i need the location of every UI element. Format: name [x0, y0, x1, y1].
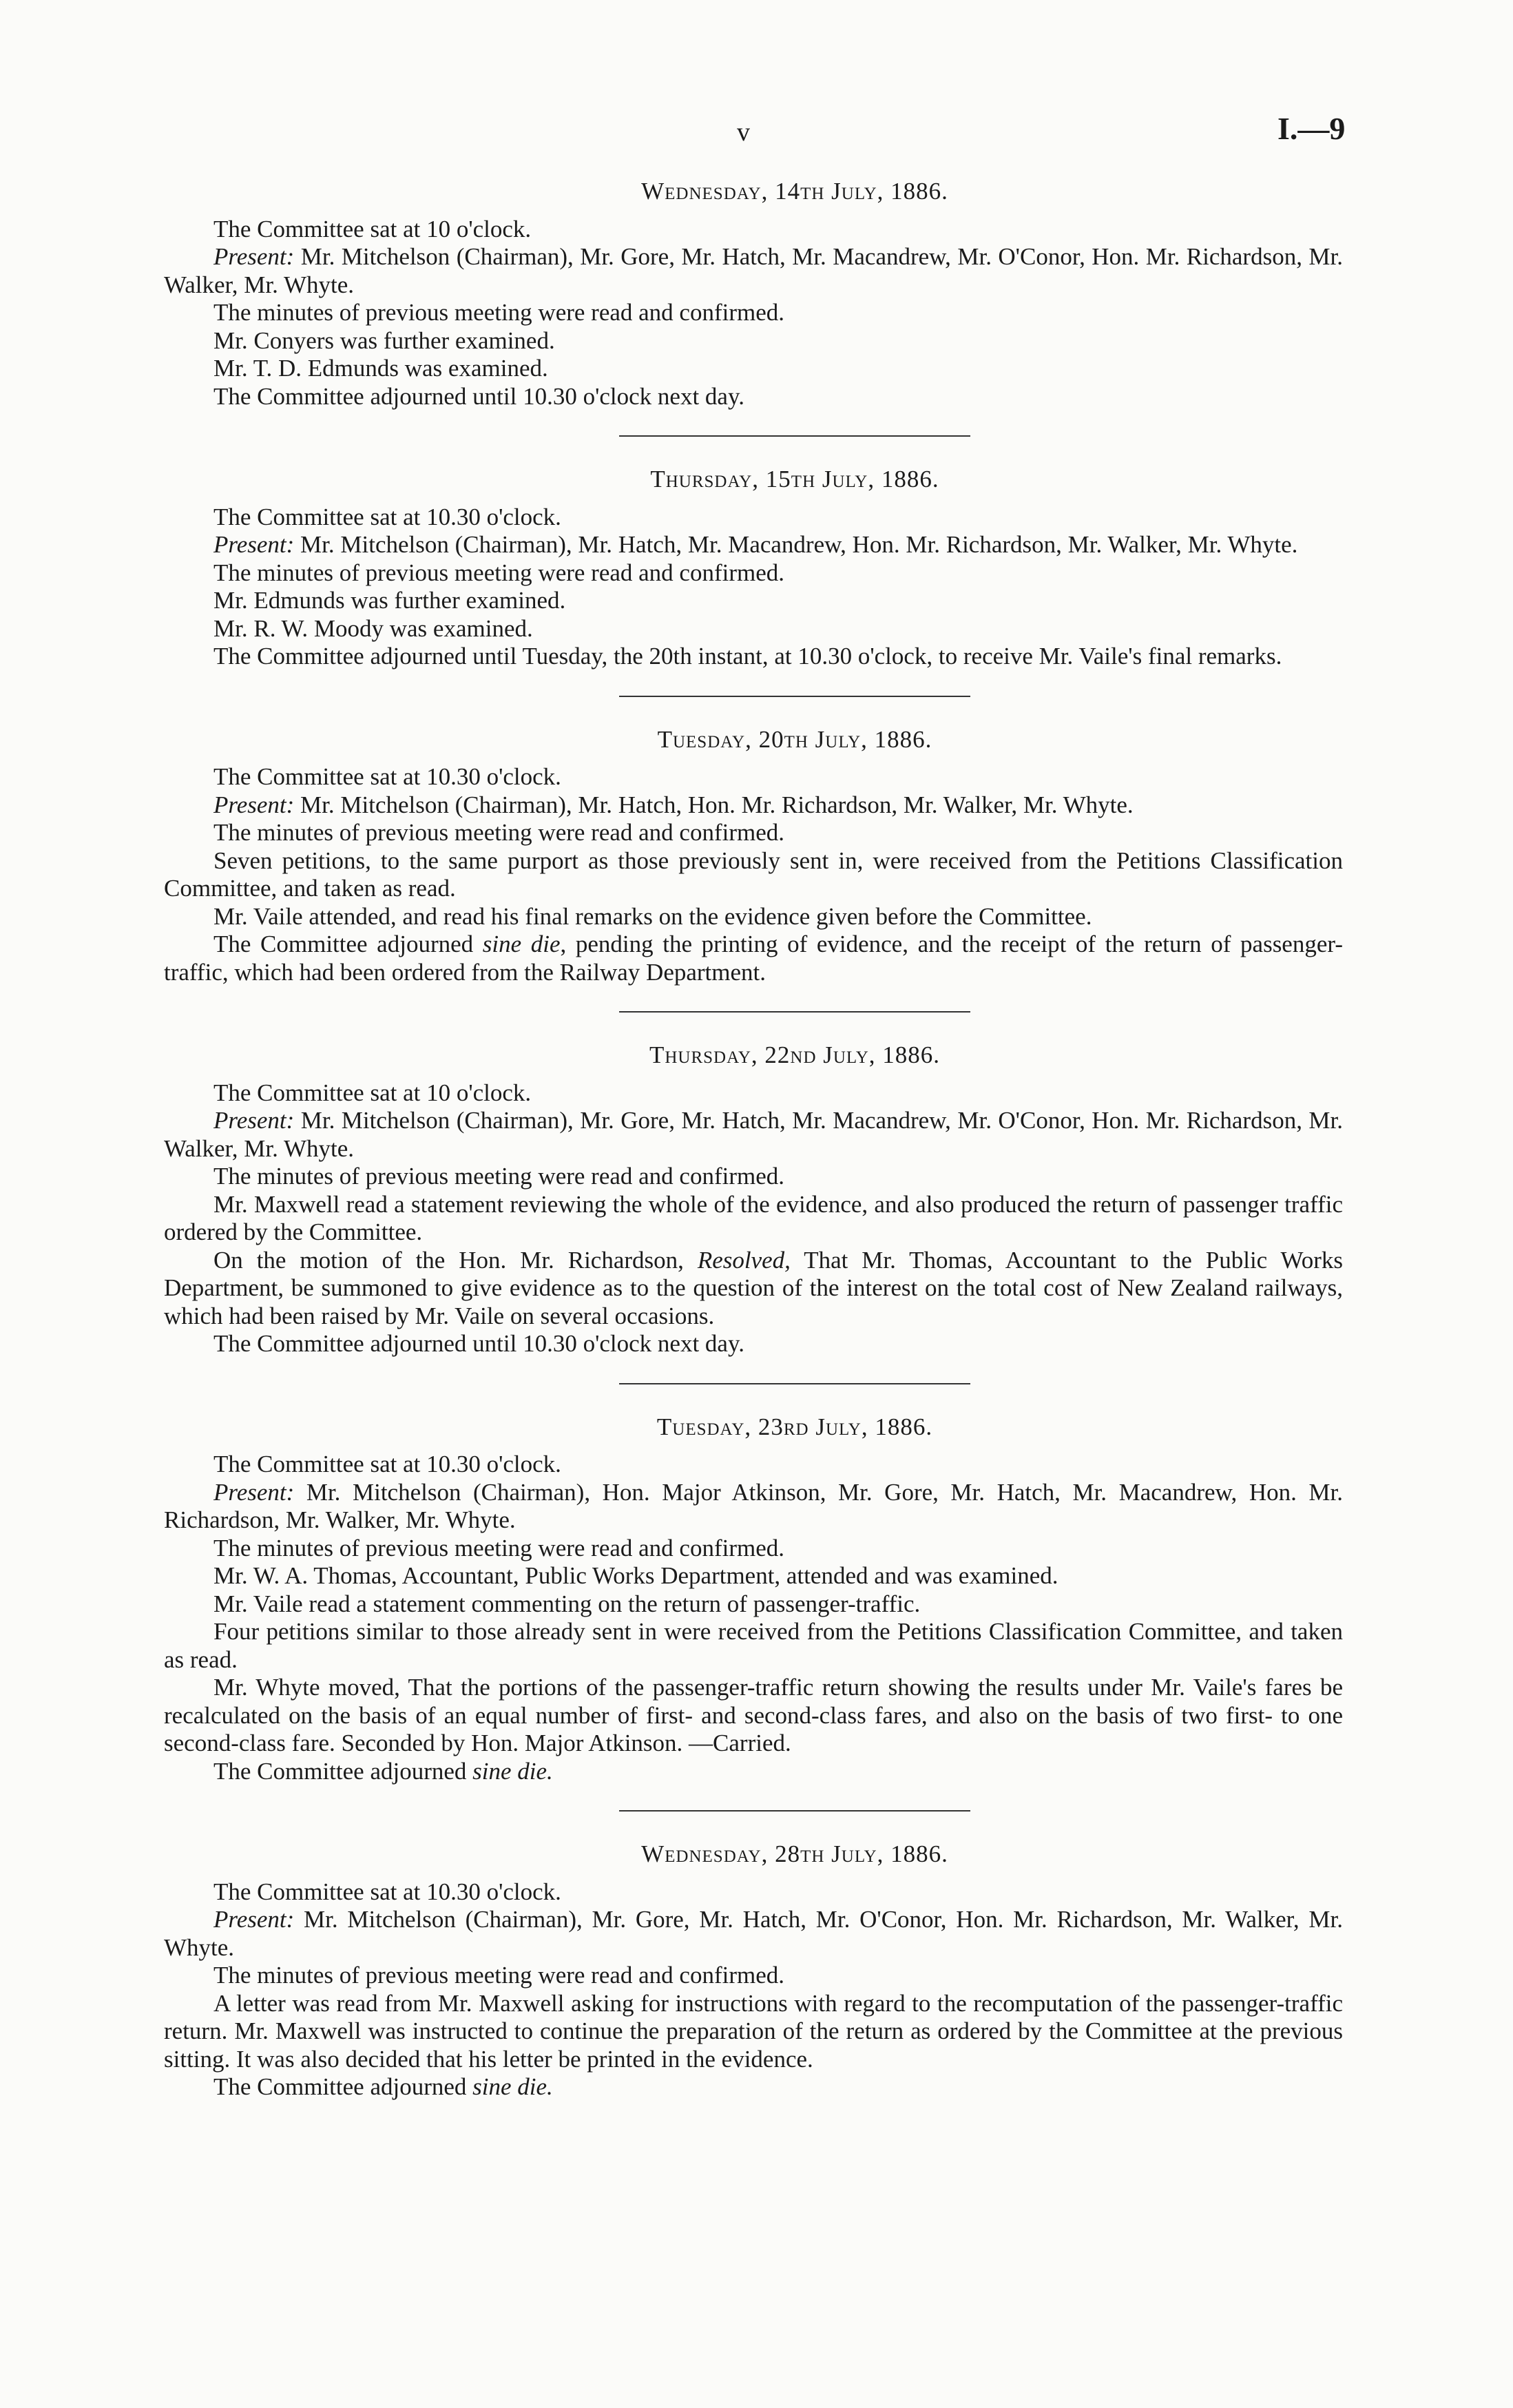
minute-item: Mr. W. A. Thomas, Accountant, Public Works Department, attended and was examined.	[213, 1562, 1058, 1589]
present-label: Present:	[213, 531, 295, 558]
adjourn-italic: sine die.	[472, 2073, 553, 2100]
section-divider	[619, 1011, 970, 1013]
minute-item: The minutes of previous meeting were read and confirmed.	[213, 1534, 785, 1561]
session-15-july	[164, 466, 1343, 671]
present-label: Present:	[213, 243, 295, 270]
session-heading: Tuesday, 23rd July, 1886.	[656, 1413, 933, 1440]
minute-item: Mr. R. W. Moody was examined.	[213, 614, 533, 642]
section-divider	[619, 696, 970, 697]
present-members: Mr. Mitchelson (Chairman), Mr. Gore, Mr. Hatch, Mr. Macandrew, Mr. O'Conor, Hon. Mr. Richardson, Mr. Walker, Mr. Whyte.	[164, 1107, 1343, 1162]
present-members: Mr. Mitchelson (Chairman), Mr. Gore, Mr. Hatch, Mr. Macandrew, Mr. O'Conor, Hon. Mr. Richardson, Mr. Walker, Mr. Whyte.	[164, 243, 1343, 298]
minute-item: The minutes of previous meeting were read and confirmed.	[213, 299, 785, 326]
section-divider	[619, 435, 970, 437]
adjourn-text: The Committee adjourned	[213, 931, 483, 957]
motion-text: On the motion of the Hon. Mr. Richardson,	[213, 1246, 698, 1274]
sat-line: The Committee sat at 10.30 o'clock.	[213, 1451, 561, 1477]
adjournment-line	[164, 931, 1343, 986]
motion-text: That Mr. Thomas, Accountant to the Public Works Department, be summoned to give evidence as to the question of the interest on the total cost of New Zealand railways, which had been raised by Mr. Vaile on several occasions.	[164, 1246, 1344, 1329]
minute-item: Mr. Whyte moved, That the portions of the passenger-traffic return showing the results under Mr. Vaile's fares be recalculated on the basis of an equal number of first- and second-class fares, and also on the basis of two first- to one second-class fare. Seconded by Hon. Major Atkinson. —Carried.	[164, 1674, 1343, 1756]
session-20-july	[164, 726, 1343, 987]
minute-item: Seven petitions, to the same purport as those previously sent in, were received from the Petitions Classification Committee, and taken as read.	[164, 847, 1343, 902]
minute-item: The minutes of previous meeting were read and confirmed.	[213, 1163, 785, 1190]
minute-item: Mr. Edmunds was further examined.	[213, 587, 566, 614]
sat-line: The Committee sat at 10 o'clock.	[213, 215, 532, 242]
section-divider	[619, 1383, 970, 1384]
present-line	[164, 531, 1343, 559]
session-heading: Wednesday, 28th July, 1886.	[641, 1840, 948, 1867]
present-label: Present:	[213, 1478, 295, 1506]
page-number: v	[737, 118, 750, 147]
session-23-july	[164, 1413, 1343, 1786]
minute-item: Mr. Maxwell read a statement reviewing the whole of the evidence, and also produced the return of passenger traffic ordered by the Committee.	[164, 1190, 1343, 1245]
present-line	[164, 243, 1343, 299]
session-heading: Thursday, 22nd July, 1886.	[649, 1041, 941, 1068]
sat-line: The Committee sat at 10.30 o'clock.	[213, 503, 561, 530]
minute-item: The minutes of previous meeting were read and confirmed.	[213, 1962, 785, 1989]
present-members: Mr. Mitchelson (Chairman), Mr. Hatch, Hon. Mr. Richardson, Mr. Walker, Mr. Whyte.	[294, 791, 1134, 818]
motion-line	[164, 1247, 1343, 1331]
adjourn-text: The Committee adjourned	[213, 1757, 473, 1785]
adjournment-line: The Committee adjourned until 10.30 o'clock next day.	[213, 1330, 744, 1357]
section-divider	[619, 1810, 970, 1812]
present-members: Mr. Mitchelson (Chairman), Hon. Major Atkinson, Mr. Gore, Mr. Hatch, Mr. Macandrew, Hon. Mr. Richardson, Mr. Walker, Mr. Whyte.	[164, 1478, 1343, 1533]
minute-item: Mr. Vaile attended, and read his final remarks on the evidence given before the Committee.	[213, 902, 1092, 930]
sat-line: The Committee sat at 10.30 o'clock.	[213, 763, 561, 790]
session-heading: Wednesday, 14th July, 1886.	[641, 178, 948, 205]
session-14-july	[164, 178, 1343, 411]
present-label: Present:	[213, 791, 295, 818]
session-22-july	[164, 1041, 1343, 1358]
present-members: Mr. Mitchelson (Chairman), Mr. Gore, Mr. Hatch, Mr. O'Conor, Hon. Mr. Richardson, Mr. Walker, Mr. Whyte.	[164, 1906, 1343, 1961]
session-heading: Thursday, 15th July, 1886.	[650, 466, 939, 492]
minute-item: The Committee adjourned until 10.30 o'clock next day.	[213, 382, 744, 410]
present-label: Present:	[213, 1906, 295, 1933]
present-line	[164, 1107, 1343, 1163]
adjourn-text: The Committee adjourned	[213, 2073, 473, 2100]
minute-item: The minutes of previous meeting were read and confirmed.	[213, 559, 785, 586]
adjournment-line	[164, 2073, 1343, 2101]
motion-italic: Resolved,	[697, 1246, 791, 1274]
sat-line: The Committee sat at 10 o'clock.	[213, 1079, 532, 1106]
minute-item: Mr. Conyers was further examined.	[213, 326, 555, 354]
adjourn-italic: sine die.	[472, 1757, 553, 1785]
present-label: Present:	[213, 1107, 295, 1134]
minute-item: A letter was read from Mr. Maxwell asking for instructions with regard to the recomputation of the passenger-traffic return. Mr. Maxwell was instructed to continue the preparation of the return as ordered by the Committee at the previous sitting. It was also decided that his letter be printed in the evidence.	[164, 1989, 1343, 2073]
session-28-july	[164, 1840, 1343, 2101]
minute-item: Four petitions similar to those already sent in were received from the Petitions Classification Committee, and taken as read.	[164, 1618, 1343, 1673]
sat-line: The Committee sat at 10.30 o'clock.	[213, 1878, 561, 1905]
present-members: Mr. Mitchelson (Chairman), Mr. Hatch, Mr. Macandrew, Hon. Mr. Richardson, Mr. Walker, Mr. Whyte.	[294, 531, 1298, 558]
present-line	[164, 1479, 1343, 1535]
document-reference: I.—9	[1277, 111, 1346, 146]
present-line	[164, 1906, 1343, 1962]
present-line	[164, 791, 1343, 820]
adjourn-italic: sine die	[482, 931, 561, 957]
minute-item: Mr. Vaile read a statement commenting on the return of passenger-traffic.	[213, 1590, 921, 1617]
minute-item: Mr. T. D. Edmunds was examined.	[213, 355, 548, 382]
session-heading: Tuesday, 20th July, 1886.	[657, 725, 932, 753]
adjourn-text: , pending the printing of evidence, and the receipt of the return of passenger-traffic, which had been ordered from the Railway Department.	[164, 931, 1343, 986]
minute-item: The Committee adjourned until Tuesday, the 20th instant, at 10.30 o'clock, to receive Mr. Vaile's final remarks.	[213, 643, 1282, 670]
minutes-body	[164, 178, 1343, 2101]
adjournment-line	[164, 1758, 1343, 1786]
minute-item: The minutes of previous meeting were read and confirmed.	[213, 819, 785, 846]
